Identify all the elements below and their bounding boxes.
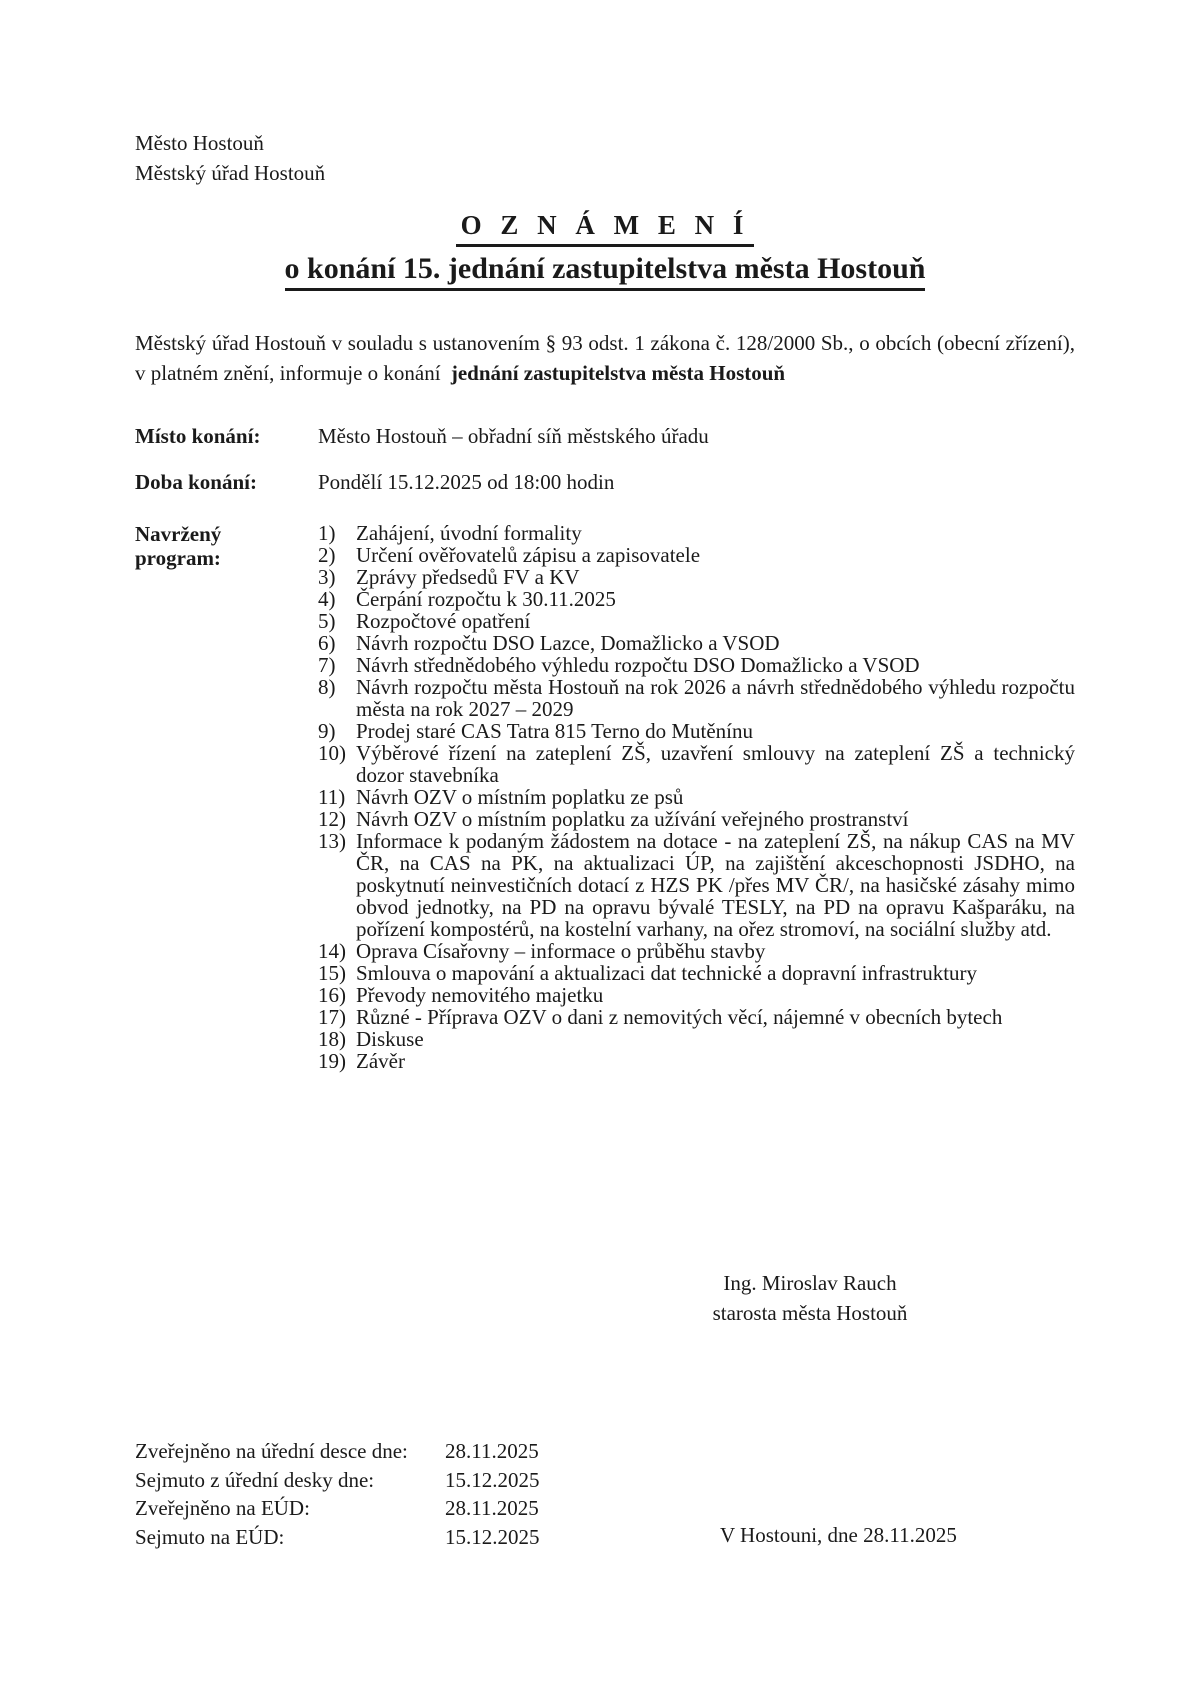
program-item (318, 742, 1075, 786)
program-item-text: Převody nemovitého majetku (356, 983, 604, 1007)
signature-block (680, 1268, 940, 1328)
publication-date: 28.11.2025 (445, 1496, 539, 1520)
program-item-text: Prodej staré CAS Tatra 815 Terno do Mutěnínu (356, 719, 753, 743)
program-item (318, 544, 1075, 566)
program-item (318, 984, 1075, 1006)
program-list (318, 522, 1075, 1072)
program-item-number: 7) (318, 653, 336, 677)
program-item-number: 18) (318, 1027, 346, 1051)
place-and-date: V Hostouni, dne 28.11.2025 (720, 1523, 957, 1547)
program-item (318, 610, 1075, 632)
page-subtitle: o konání 15. jednání zastupitelstva města Hostouň (285, 252, 926, 291)
row-program (135, 522, 1075, 1072)
program-item-number: 4) (318, 587, 336, 611)
program-item-number: 12) (318, 807, 346, 831)
program-item-number: 14) (318, 939, 346, 963)
program-item-number: 13) (318, 829, 346, 853)
program-item-text: Různé - Příprava OZV o dani z nemovitých věcí, nájemné v obecních bytech (356, 1005, 1003, 1029)
program-item-text: Návrh rozpočtu města Hostouň na rok 2026 a návrh střednědobého výhledu rozpočtu města na rok 2027 – 2029 (356, 675, 1075, 721)
sender-line-office: Městský úřad Hostouň (135, 161, 326, 185)
program-label (135, 522, 318, 570)
program-item-number: 3) (318, 565, 336, 589)
program-item-text: Čerpání rozpočtu k 30.11.2025 (356, 587, 616, 611)
publication-row (135, 1523, 540, 1552)
program-item-text: Návrh rozpočtu DSO Lazce, Domažlicko a VSOD (356, 631, 780, 655)
sender-line-city: Město Hostouň (135, 131, 264, 155)
program-item-number: 1) (318, 521, 336, 545)
program-label-line1: Navržený (135, 522, 222, 546)
program-item (318, 566, 1075, 588)
program-item (318, 720, 1075, 742)
program-item-text: Zahájení, úvodní formality (356, 521, 582, 545)
program-item-number: 19) (318, 1049, 346, 1073)
intro-text: Městský úřad Hostouň v souladu s ustanovením § 93 odst. 1 zákona č. 128/2000 Sb., o obcích (obecní zřízení), v platném znění, informuje o konání (135, 331, 1075, 385)
program-item-number: 16) (318, 983, 346, 1007)
program-item (318, 632, 1075, 654)
program-item-number: 5) (318, 609, 336, 633)
program-item-number: 8) (318, 675, 336, 699)
sender-block (135, 128, 325, 188)
program-item (318, 940, 1075, 962)
program-item-text: Závěr (356, 1049, 405, 1073)
row-time (135, 470, 1075, 494)
row-place (135, 424, 1075, 448)
place-label: Místo konání: (135, 424, 261, 448)
place-value: Město Hostouň – obřadní síň městského úřadu (318, 424, 709, 448)
program-item-number: 6) (318, 631, 336, 655)
program-item-text: Návrh OZV o místním poplatku ze psů (356, 785, 684, 809)
program-item-text: Návrh střednědobého výhledu rozpočtu DSO Domažlicko a VSOD (356, 653, 920, 677)
program-item (318, 1006, 1075, 1028)
program-item-number: 10) (318, 741, 346, 765)
program-item-text: Zprávy předsedů FV a KV (356, 565, 580, 589)
intro-paragraph (135, 328, 1075, 388)
publication-label: Zveřejněno na EÚD: (135, 1496, 310, 1520)
publication-date: 15.12.2025 (445, 1524, 540, 1549)
page-title: O Z N Á M E N Í (456, 210, 755, 247)
publication-label: Sejmuto z úřední desky dne: (135, 1467, 375, 1492)
publication-row (135, 1466, 540, 1495)
program-item (318, 588, 1075, 610)
program-item (318, 1028, 1075, 1050)
program-item-text: Určení ověřovatelů zápisu a zapisovatele (356, 543, 701, 567)
program-item (318, 830, 1075, 940)
publication-label: Sejmuto na EÚD: (135, 1524, 285, 1549)
meeting-info (135, 424, 1075, 1072)
program-item-number: 11) (318, 785, 346, 809)
program-item (318, 522, 1075, 544)
program-item (318, 786, 1075, 808)
program-item (318, 962, 1075, 984)
publication-date: 15.12.2025 (445, 1467, 540, 1492)
publication-label: Zveřejněno na úřední desce dne: (135, 1439, 408, 1463)
program-item (318, 1050, 1075, 1072)
program-item-number: 17) (318, 1005, 346, 1029)
program-item-text: Výběrové řízení na zateplení ZŠ, uzavření smlouvy na zateplení ZŠ a technický dozor stavebníka (356, 741, 1075, 787)
intro-bold-text: jednání zastupitelstva města Hostouň (450, 361, 786, 385)
program-item-text: Rozpočtové opatření (356, 609, 531, 633)
signature-name: Ing. Miroslav Rauch (723, 1271, 897, 1295)
program-item (318, 654, 1075, 676)
program-item-number: 15) (318, 961, 346, 985)
program-item-text: Diskuse (356, 1027, 424, 1051)
program-item-text: Informace k podaným žádostem na dotace - na zateplení ZŠ, na nákup CAS na MV ČR, na CAS na PK, na aktualizaci ÚP, na zajištění akceschopnosti JSDHO, na poskytnutí neinvestičních dotací z HZS PK /přes MV ČR/, na hasičské zásahy mimo obvod jednotky, na PD na opravu bývalé TESLY, na PD na opravu Kašparáku, na pořízení kompostérů, na kostelní varhany, na ořez stromoví, na sociální služby atd. (356, 829, 1075, 941)
program-item-text: Oprava Císařovny – informace o průběhu stavby (356, 939, 766, 963)
program-item (318, 808, 1075, 830)
program-label-line2: program: (135, 546, 221, 570)
program-item (318, 676, 1075, 720)
program-item-number: 9) (318, 719, 336, 743)
time-label: Doba konání: (135, 470, 257, 494)
page-subtitle-row (135, 252, 1075, 291)
publication-row (135, 1494, 540, 1523)
program-item-text: Návrh OZV o místním poplatku za užívání veřejného prostranství (356, 807, 909, 831)
publication-date: 28.11.2025 (445, 1439, 539, 1463)
publication-row (135, 1437, 540, 1466)
program-item-text: Smlouva o mapování a aktualizaci dat technické a dopravní infrastruktury (356, 961, 978, 985)
title-block (135, 210, 1075, 291)
signature-role: starosta města Hostouň (712, 1301, 908, 1325)
program-item-number: 2) (318, 543, 336, 567)
time-value: Pondělí 15.12.2025 od 18:00 hodin (318, 470, 615, 494)
publication-dates (135, 1437, 540, 1551)
